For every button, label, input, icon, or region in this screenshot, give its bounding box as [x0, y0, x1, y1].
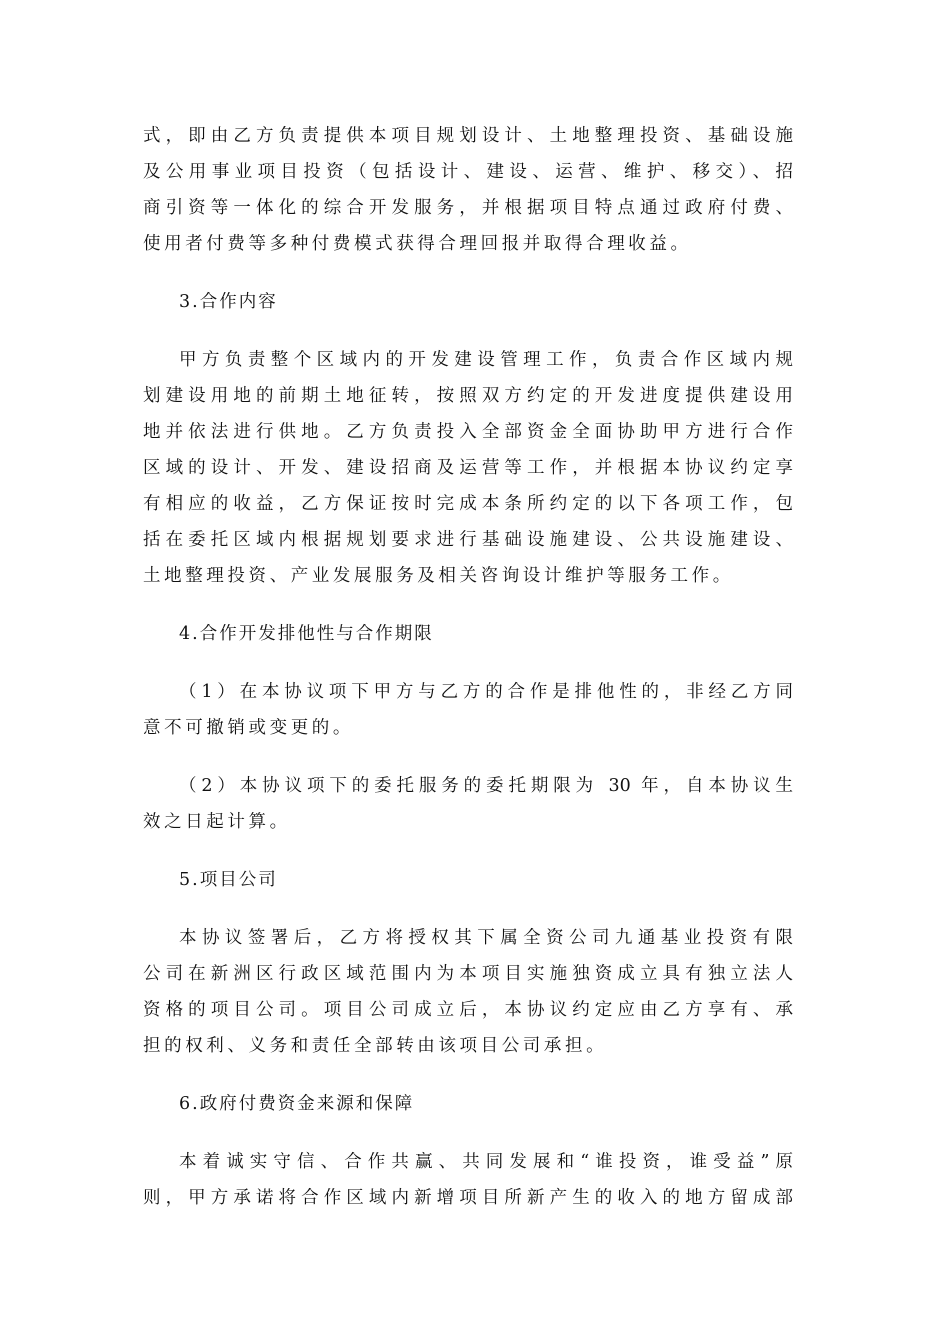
text-line: 地并依法进行供地。乙方负责投入全部资金全面协助甲方进行合作 — [143, 422, 793, 442]
text-line: 甲方负责整个区域内的开发建设管理工作，负责合作区域内规 — [179, 350, 793, 370]
paragraph-term — [143, 768, 793, 840]
text-line: 效之日起计算。 — [143, 812, 291, 832]
text-line: 担的权利、义务和责任全部转由该项目公司承担。 — [143, 1036, 608, 1056]
text-line: （2）本协议项下的委托服务的委托期限为 30 年，自本协议生 — [179, 776, 793, 796]
text-line: 划建设用地的前期土地征转，按照双方约定的开发进度提供建设用 — [143, 386, 793, 406]
text-line: 及公用事业项目投资（包括设计、建设、运营、维护、移交）、招 — [143, 162, 793, 182]
text-line: 资格的项目公司。项目公司成立后，本协议约定应由乙方享有、承 — [143, 1000, 793, 1020]
text-line: （1）在本协议项下甲方与乙方的合作是排他性的，非经乙方同 — [179, 682, 793, 702]
text-line: 使用者付费等多种付费模式获得合理回报并取得合理收益。 — [143, 234, 692, 254]
paragraph-cooperation-content — [143, 342, 793, 594]
text-line: 公司在新洲区行政区域范围内为本项目实施独资成立具有独立法人 — [143, 964, 793, 984]
text-line: 意不可撤销或变更的。 — [143, 718, 354, 738]
text-line: 本协议签署后，乙方将授权其下属全资公司九通基业投资有限 — [179, 928, 793, 948]
section-heading-5: 5.项目公司 — [179, 870, 278, 890]
paragraph-funding — [143, 1144, 793, 1216]
text-line: 式，即由乙方负责提供本项目规划设计、土地整理投资、基础设施 — [143, 126, 793, 146]
section-heading-6: 6.政府付费资金来源和保障 — [179, 1094, 415, 1114]
section-heading-3: 3.合作内容 — [179, 292, 278, 312]
document-body — [143, 118, 793, 1216]
text-line: 括在委托区域内根据规划要求进行基础设施建设、公共设施建设、 — [143, 530, 793, 550]
text-line: 商引资等一体化的综合开发服务，并根据项目特点通过政府付费、 — [143, 198, 793, 218]
text-line: 本着诚实守信、合作共赢、共同发展和“谁投资，谁受益”原 — [179, 1152, 793, 1172]
section-heading-4: 4.合作开发排他性与合作期限 — [179, 624, 434, 644]
paragraph-project-company — [143, 920, 793, 1064]
paragraph-exclusivity — [143, 674, 793, 746]
text-line: 土地整理投资、产业发展服务及相关咨询设计维护等服务工作。 — [143, 566, 734, 586]
text-line: 区域的设计、开发、建设招商及运营等工作，并根据本协议约定享 — [143, 458, 793, 478]
text-line: 有相应的收益，乙方保证按时完成本条所约定的以下各项工作，包 — [143, 494, 793, 514]
paragraph-cooperation-mode — [143, 118, 793, 262]
text-line: 则，甲方承诺将合作区域内新增项目所新产生的收入的地方留成部 — [143, 1188, 793, 1208]
